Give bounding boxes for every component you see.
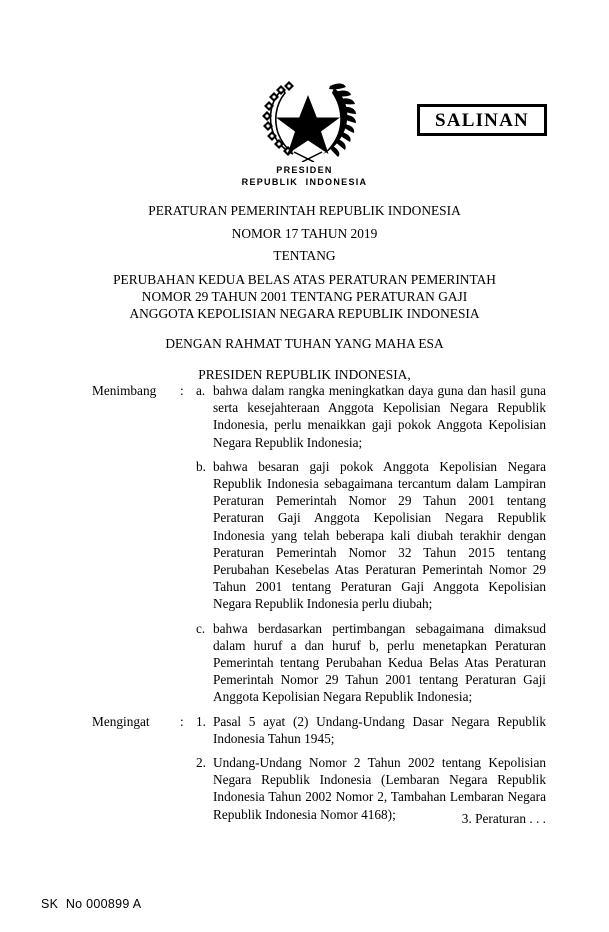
title-line-1: PERATURAN PEMERINTAH REPUBLIK INDONESIA <box>148 203 461 218</box>
legal-basis-colon: : <box>180 713 184 729</box>
list-item <box>196 382 546 451</box>
considerations-label: Menimbang <box>92 383 157 398</box>
item-text: Undang-Undang Nomor 2 Tahun 2002 tentang Kepolisian Negara Republik Indonesia (Lembaran Negara Republik Indonesia Tahun 2002 Nomor 2, Tambahan Lembaran Negara Republik Indonesia Nomor 4168); <box>213 755 546 822</box>
document-body <box>0 382 609 823</box>
list-item <box>196 458 546 613</box>
presiden-caption <box>0 164 609 188</box>
document-title-block <box>0 200 609 322</box>
item-text: bahwa dalam rangka meningkatkan daya guna dan hasil guna serta kesejahteraan Anggota Kepolisian Negara Republik Indonesia, perlu menaikkan gaji pokok Anggota Kepolisian Negara Republik Indonesia; <box>213 383 546 450</box>
salinan-stamp <box>417 104 547 136</box>
item-text: bahwa besaran gaji pokok Anggota Kepolisian Negara Republik Indonesia sebagaimana tercantum dalam Lampiran Peraturan Pemerintah Nomor 29 Tahun 2001 tentang Peraturan Gaji Anggota Kepolisian Negara Republik Indonesia yang telah beberapa kali diubah terakhir dengan Peraturan Pemerintah Nomor 32 Tahun 2015 tentang Perubahan Kesebelas Atas Peraturan Pemerintah Nomor 29 Tahun 2001 tentang Peraturan Gaji Anggota Kepolisian Negara Republik Indonesia perlu diubah; <box>213 458 546 612</box>
title-line-2: NOMOR 17 TAHUN 2019 <box>231 225 378 241</box>
item-marker: 2. <box>196 755 206 771</box>
list-item <box>196 713 546 747</box>
item-text: Pasal 5 ayat (2) Undang-Undang Dasar Negara Republik Indonesia Tahun 1945; <box>213 713 546 746</box>
blessing-line: DENGAN RAHMAT TUHAN YANG MAHA ESA <box>165 336 444 351</box>
sk-number: SK No 000899 A <box>41 897 142 911</box>
item-marker: 1. <box>196 713 206 729</box>
presidential-star-wreath-emblem <box>256 76 360 162</box>
considerations-colon: : <box>180 383 184 398</box>
enactment-block <box>0 328 609 390</box>
legal-basis-label: Mengingat <box>92 713 150 729</box>
presiden-caption-line-2: REPUBLIK INDONESIA <box>241 177 368 187</box>
item-marker: b. <box>196 458 206 474</box>
presiden-caption-line-1: PRESIDEN <box>276 165 333 175</box>
subject-line-1: PERUBAHAN KEDUA BELAS ATAS PERATURAN PEMERINTAH <box>113 271 496 287</box>
document-header <box>0 0 609 195</box>
list-item <box>196 620 546 706</box>
page-catchword: 3. Peraturan . . . <box>461 811 546 826</box>
title-line-3: TENTANG <box>273 248 336 263</box>
subject-line-2: NOMOR 29 TAHUN 2001 TENTANG PERATURAN GAJI <box>141 288 468 304</box>
item-marker: c. <box>196 620 206 636</box>
authority-line: PRESIDEN REPUBLIK INDONESIA, <box>198 367 411 382</box>
document-subject <box>0 271 609 322</box>
salinan-stamp-label: SALINAN <box>435 109 529 131</box>
legal-basis-section <box>0 713 609 823</box>
item-marker: a. <box>196 383 206 398</box>
considerations-section <box>0 382 609 706</box>
subject-line-3: ANGGOTA KEPOLISIAN NEGARA REPUBLIK INDONESIA <box>129 305 480 321</box>
item-text: bahwa berdasarkan pertimbangan sebagaimana dimaksud dalam huruf a dan huruf b, perlu menetapkan Peraturan Pemerintah tentang Perubahan Kedua Belas Atas Peraturan Pemerintah Nomor 29 Tahun 2001 tentang Peraturan Gaji Anggota Kepolisian Negara Republik Indonesia; <box>213 620 546 705</box>
